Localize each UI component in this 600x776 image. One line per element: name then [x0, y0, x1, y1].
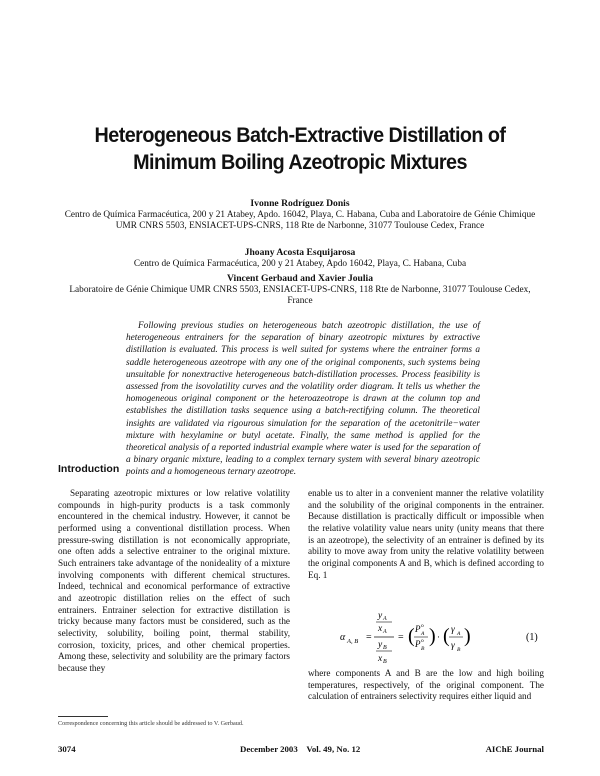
author-affiliation: Centro de Química Farmacéutica, 200 y 21 Atabey, Apdo. 16042, Playa, C. Habana, Cuba and Laboratoire de Génie Chimique UMR CNRS 5503, ENSIACET-UPS-CNRS, 118 Rte de Narbonne, 31077 Toulouse Cedex, France — [64, 209, 536, 232]
title-line-2: Minimum Boiling Azeotropic Mixtures — [133, 150, 467, 174]
svg-text:o: o — [421, 623, 424, 629]
author-affiliation: Laboratoire de Génie Chimique UMR CNRS 5503, ENSIACET-UPS-CNRS, 118 Rte de Narbonne, 31077 Toulouse Cedex, France — [69, 284, 531, 307]
author-name: Jhoany Acosta Esquijarosa — [244, 247, 356, 258]
author-block-1 — [60, 198, 540, 233]
svg-text:B: B — [383, 659, 387, 665]
eq-alpha-subscript: A, B — [347, 638, 359, 645]
eq-gamma-a: γ — [451, 625, 455, 635]
author-block-3 — [60, 273, 540, 308]
svg-text:·: · — [437, 632, 440, 642]
svg-text:A: A — [457, 631, 461, 637]
eq-gamma-b: γ — [451, 641, 455, 651]
equation-1 — [340, 607, 550, 665]
svg-text:o: o — [421, 638, 424, 644]
body-column-left — [58, 488, 290, 675]
svg-text:P: P — [415, 639, 421, 649]
svg-text:B: B — [383, 645, 387, 651]
paper-title — [61, 122, 539, 176]
svg-text:A: A — [383, 629, 387, 635]
author-name: Ivonne Rodríguez Donis — [250, 198, 350, 209]
footnote: Correspondence concerning this article should be addressed to V. Gerbaud. — [58, 720, 244, 727]
equation-number: (1) — [526, 632, 538, 643]
svg-text:): ) — [464, 625, 471, 647]
footer-issue: December 2003 Vol. 49, No. 12 — [240, 744, 361, 754]
svg-text:(: ( — [443, 625, 450, 647]
svg-text:(: ( — [408, 625, 415, 647]
svg-text:): ) — [429, 625, 436, 647]
author-name: Vincent Gerbaud and Xavier Joulia — [226, 273, 374, 284]
footer-page-number: 3074 — [58, 744, 76, 754]
body-column-right — [308, 488, 544, 581]
svg-text:A: A — [383, 616, 387, 622]
eq-xb: x — [378, 654, 383, 664]
svg-text:A: A — [421, 631, 425, 637]
paragraph: enable us to alter in a convenient manner the relative volatility and the solubility of the original components in the entrainer. Because distillation is practically difficult or impossible when the relative volatility value nears unity (unity means that there is an azeotrope), the selectivity of an entrainer is defined by its ability to move away from unity the relative volatility between the original components A and B, which is defined according to Eq. 1 — [308, 488, 544, 580]
body-column-right-continued — [308, 668, 544, 703]
svg-text:B: B — [457, 647, 461, 653]
paragraph: where components A and B are the low and high boiling temperatures, respectively, of the original component. The calculation of entrainers selectivity requires either liquid and — [308, 668, 544, 702]
svg-text:=: = — [398, 632, 404, 643]
eq-alpha: α — [340, 632, 346, 643]
section-heading-introduction: Introduction — [58, 463, 120, 475]
eq-yb: y — [378, 640, 383, 650]
footer-journal: AIChE Journal — [485, 744, 544, 754]
author-block-2 — [60, 247, 540, 270]
abstract: Following previous studies on heterogeneous batch azeotropic distillation, the use of heterogeneous entrainers for the separation of binary azeotropic mixtures by extractive distillation is evaluated. This process is well suited for systems where the entrainer forms a saddle heterogeneous azeotrope with any one of the original components, such systems being unsuitable for nonextractive heterogeneous batch-distillation processes. Process feasibility is assessed from the isovolatility curves and the volatility order diagram. It tells us whether the homogeneous original component or the heteroazeotrope is drawn at the column top and establishes the distillation tasks sequence using a batch-rectifying column. The theoretical insights are validated via rigourous simulation for the separation of the acetonitrile−water mixture with hexylamine or butyl acetate. Finally, the same method is applied for the theoretical analysis of a reported industrial example where water is used for the separation of a binary organic mixture, leading to a complex ternary system with several binary azeotropic points and a homogeneous ternary azeotrope. — [126, 321, 480, 478]
svg-text:B: B — [421, 646, 425, 652]
footnote-rule — [58, 716, 108, 717]
author-affiliation: Centro de Química Farmacéutica, 200 y 21 Atabey, Apdo 16042, Playa, C. Habana, Cuba — [133, 258, 467, 269]
svg-text:=: = — [366, 632, 372, 643]
eq-ya: y — [378, 611, 383, 621]
paragraph: Separating azeotropic mixtures or low relative volatility compounds in high-purity products is a task commonly encountered in the chemical industry. However, it cannot be performed using a conventional distillation process. When pressure-swing distillation is not economically appropriate, one often adds a selective entrainer to the original mixture. Such entrainers take advantage of the nonideality of a mixture involving components with different chemical structures. Indeed, technical and economical performance of extractive and azeotropic distillation relies on the effect of such entrainers. Entrainer selection for extractive distillation is tricky because many factors must be considered, such as the selectivity, solubility, boiling point, thermal stability, corrosion, toxicity, prices, and other chemical properties. Among these, selectivity and solubility are the primary factors because they — [58, 488, 290, 673]
title-line-1: Heterogeneous Batch-Extractive Distillation of — [94, 123, 506, 147]
svg-text:P: P — [415, 624, 421, 634]
eq-xa: x — [378, 624, 383, 634]
